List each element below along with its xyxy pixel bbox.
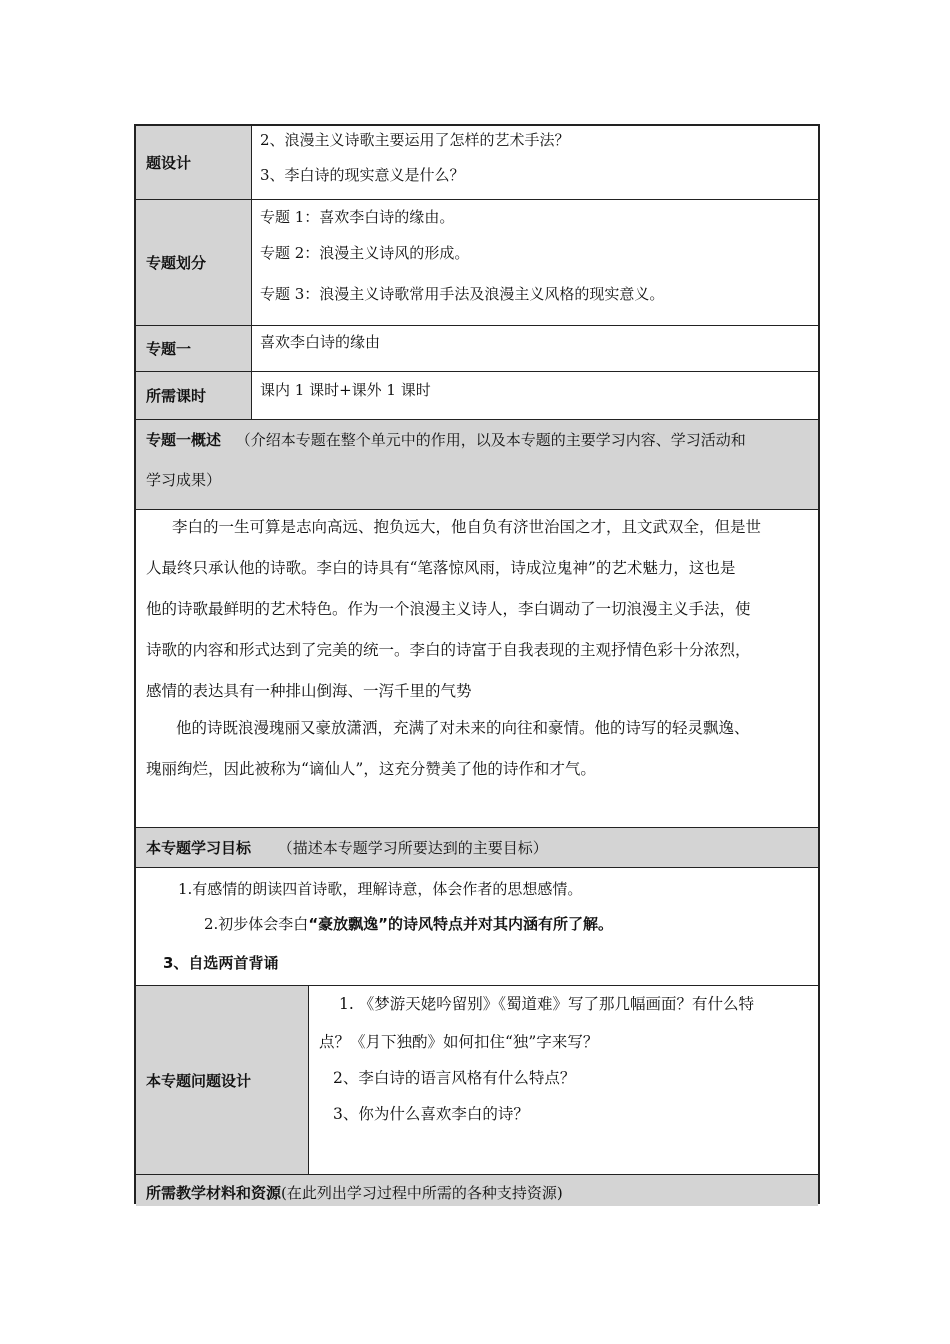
row-hours [136,372,818,420]
row-label: 专题划分 [136,200,252,325]
question-line: 2、李白诗的语言风格有什么特点？ [333,1069,576,1087]
paragraph-line: 瑰丽绚烂，因此被称为“谪仙人”，这充分赞美了他的诗作和才气。 [146,760,596,778]
goal-item [204,913,613,934]
question-line: 1. 《梦游天姥吟留别》《蜀道难》写了那几幅画面？有什么特 [339,995,754,1013]
text-line: 课内 1 课时+课外 1 课时 [260,381,431,399]
row-question-design-2 [136,986,818,1175]
row-topic-division [136,200,818,326]
goal-item-bold: “豪放飘逸”的诗风特点并对其内涵有所了解。 [308,915,614,933]
materials-line [146,1182,563,1203]
row-content [252,372,818,419]
paragraph-line: 诗歌的内容和形式达到了完美的统一。李白的诗富于自我表现的主观抒情色彩十分浓烈， [146,641,751,659]
paragraph-line: 他的诗歌最鲜明的艺术特色。作为一个浪漫主义诗人，李白调动了一切浪漫主义手法，使 [146,600,751,618]
text-line: 喜欢李白诗的缘由 [260,333,381,351]
paragraph-line: 他的诗既浪漫瑰丽又豪放潇洒，充满了对未来的向往和豪情。他的诗写的轻灵飘逸、 [176,719,750,737]
overview-desc: （介绍本专题在整个单元中的作用，以及本专题的主要学习内容、学习活动和 [235,431,746,449]
row-label: 本专题问题设计 [136,986,309,1174]
overview-header-line [146,429,746,450]
row-goals-body [136,868,818,986]
paragraph-line: 李白的一生可算是志向高远、抱负远大，他自负有济世治国之才，且文武双全，但是世 [172,518,762,536]
row-topic-one [136,326,818,372]
text-line: 专题 1：喜欢李白诗的缘由。 [260,208,455,226]
row-label: 专题一 [136,326,252,371]
lesson-plan-table [134,124,820,1204]
overview-label: 专题一概述 [146,431,222,449]
paragraph-line: 感情的表达具有一种排山倒海、一泻千里的气势 [146,682,472,700]
materials-label: 所需教学材料和资源 [146,1184,282,1202]
row-label: 所需课时 [136,372,252,419]
paragraph-line: 人最终只承认他的诗歌。李白的诗具有“笔落惊风雨，诗成泣鬼神”的艺术魅力，这也是 [146,559,736,577]
goals-header-line [146,837,548,858]
text-line: 2、浪漫主义诗歌主要运用了怎样的艺术手法？ [260,131,570,149]
goal-item: 1.有感情的朗读四首诗歌，理解诗意，体会作者的思想感情。 [178,880,583,898]
row-content [309,986,818,1174]
row-content [252,126,818,199]
goal-item-prefix: 2.初步体会李白 [204,915,309,933]
row-materials [136,1175,818,1206]
row-overview-header [136,420,818,510]
goal-item: 3、自选两首背诵 [163,954,279,972]
goals-label: 本专题学习目标 [146,839,252,857]
row-question-design [136,126,818,200]
overview-desc-cont: 学习成果） [146,471,222,489]
goals-desc: （描述本专题学习所要达到的主要目标） [277,839,548,857]
row-label: 题设计 [136,126,252,199]
text-line: 专题 2：浪漫主义诗风的形成。 [260,244,470,262]
materials-desc: (在此列出学习过程中所需的各种支持资源) [281,1184,563,1202]
row-content [252,200,818,325]
row-content [252,326,818,371]
text-line: 专题 3：浪漫主义诗歌常用手法及浪漫主义风格的现实意义。 [260,285,665,303]
question-line: 点？《月下独酌》如何扣住“独”字来写？ [319,1033,599,1051]
question-line: 3、你为什么喜欢李白的诗？ [333,1105,529,1123]
text-line: 3、李白诗的现实意义是什么？ [260,166,465,184]
row-overview-body [136,510,818,828]
row-goals-header [136,828,818,868]
